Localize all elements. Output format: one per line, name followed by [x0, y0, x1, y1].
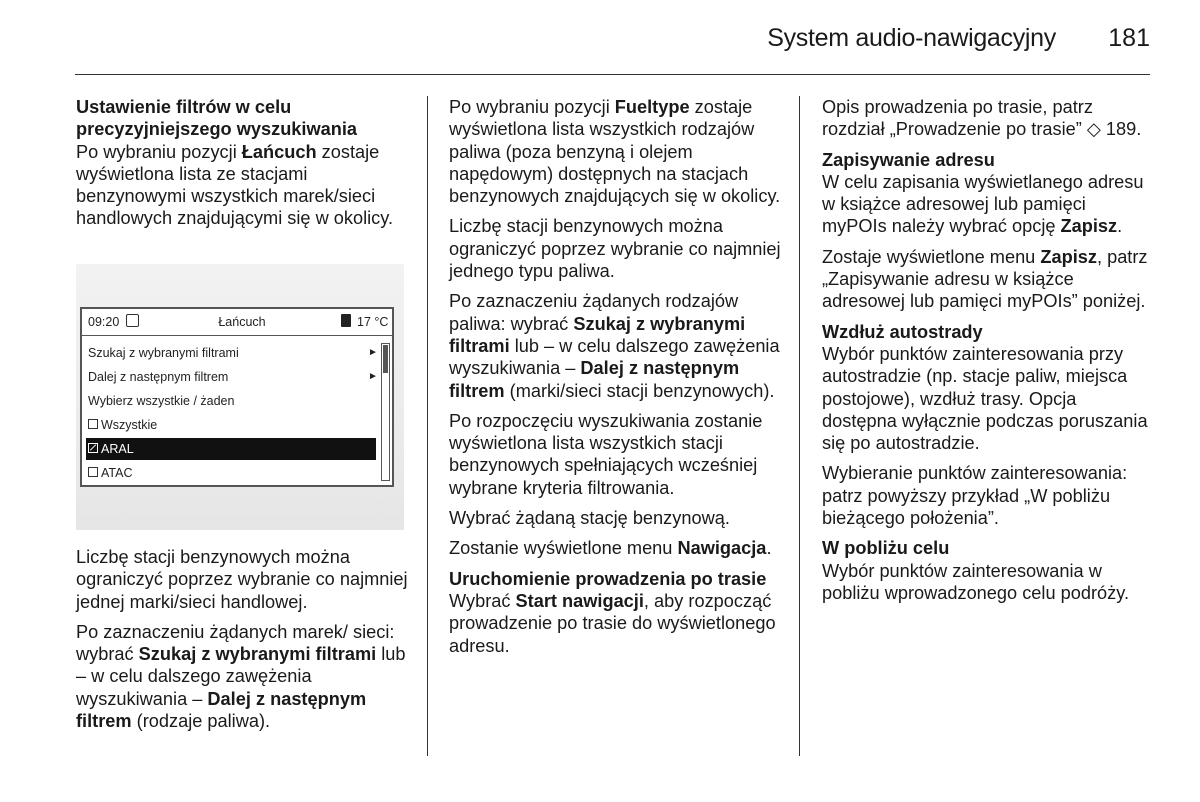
paragraph: Zostanie wyświetlone menu Nawigacja.: [449, 538, 772, 559]
paragraph: Liczbę stacji benzynowych można ograniczyć poprzez wybranie co najmniej jednej marki/sieci handlowej.: [76, 547, 408, 612]
screen-figure: [76, 264, 404, 530]
paragraph: Zostaje wyświetlone menu Zapisz, patrz „Zapisywanie adresu w książce adresowej lub pamięci myPOIs” poniżej.: [822, 246, 1148, 312]
arrow-right-icon: ►: [368, 371, 378, 382]
paragraph: Opis prowadzenia po trasie, patrz rozdział „Prowadzenie po trasie” ◇ 189.: [822, 97, 1142, 140]
section-heading: Uruchomienie prowadzenia po trasie: [449, 568, 767, 589]
paragraph: Wybrać Start nawigacji, aby rozpocząć prowadzenie po trasie do wyświetlonego adresu.: [449, 590, 776, 656]
menu-item-select-all-none[interactable]: Wybierz wszystkie / żaden: [88, 394, 235, 408]
paragraph: Wybór punktów zainteresowania przy autostradzie (np. stacje paliw, miejsca postojowe), wzdłuż trasy. Opcja dostępna wyłącznie podczas poruszania się po autostradzie.: [822, 343, 1148, 454]
checkbox-checked-icon: [88, 443, 98, 453]
paragraph: Wybieranie punktów zainteresowania: patrz powyższy przykład „W pobliżu bieżącego położenia”.: [822, 463, 1128, 529]
section-heading: W pobliżu celu: [822, 538, 950, 559]
temperature: 17 °C: [357, 315, 389, 329]
paragraph: Po wybraniu pozycji Łańcuch zostaje wyświetlona lista ze stacjami benzynowymi wszystkich marek/sieci handlowych znajdującymi się w okolicy.: [76, 141, 394, 229]
column-divider: [799, 96, 800, 756]
column-1-lower: [76, 546, 411, 740]
page-header-title: System audio-nawigacyjny: [767, 24, 1056, 52]
checkbox-icon: [88, 419, 98, 429]
checkbox-icon: [88, 467, 98, 477]
paragraph: Liczbę stacji benzynowych można ograniczyć poprzez wybranie co najmniej jednego typu paliwa.: [449, 216, 781, 282]
paragraph: W celu zapisania wyświetlanego adresu w książce adresowej lub pamięci myPOIs należy wybrać opcję Zapisz.: [822, 171, 1144, 237]
page-number: 181: [1108, 24, 1150, 52]
menu-item-atac[interactable]: ATAC: [86, 462, 376, 484]
arrow-right-icon: ►: [368, 347, 378, 358]
scrollbar[interactable]: [381, 343, 390, 481]
section-heading: Ustawienie filtrów w celu precyzyjniejszego wyszukiwania: [76, 97, 358, 140]
column-2: [449, 96, 784, 665]
column-3: [822, 96, 1152, 612]
paragraph: Po rozpoczęciu wyszukiwania zostanie wyświetlona lista wszystkich stacji benzynowych spełniających wcześniej wybrane kryteria filtrowania.: [449, 410, 763, 498]
column-1: [76, 96, 411, 238]
scroll-thumb[interactable]: [383, 345, 388, 373]
screen-status-bar: [82, 309, 392, 336]
column-divider: [427, 96, 428, 756]
section-heading: Zapisywanie adresu: [822, 149, 995, 170]
paragraph: Po zaznaczeniu żądanych rodzajów paliwa: wybrać Szukaj z wybranymi filtrami lub – w celu dalszego zawężenia wyszukiwania – Dalej z następnym filtrem (marki/sieci stacji benzynowych).: [449, 291, 780, 401]
paragraph: Wybór punktów zainteresowania w pobliżu wprowadzonego celu podróży.: [822, 560, 1130, 603]
header-rule: [75, 74, 1150, 75]
display-screen: [80, 307, 394, 487]
thermometer-icon: [341, 314, 351, 327]
section-heading: Wzdłuż autostrady: [822, 321, 983, 342]
paragraph: Po wybraniu pozycji Fueltype zostaje wyświetlona lista wszystkich rodzajów paliwa (poza benzyną i olejem napędowym) dostępnych na stacjach benzynowych znajdujących się w okolicy.: [449, 97, 781, 207]
menu-item-next-filter[interactable]: Dalej z następnym filtrem ►: [86, 366, 376, 388]
clock-icon: [126, 314, 139, 327]
menu-item-aral[interactable]: ARAL: [86, 438, 376, 460]
paragraph: Wybrać żądaną stację benzynową.: [449, 508, 730, 529]
menu-item-search-with-filters[interactable]: Szukaj z wybranymi filtrami ►: [86, 342, 376, 364]
clock-time: 09:20: [88, 315, 120, 329]
paragraph: Po zaznaczeniu żądanych marek/ sieci: wybrać Szukaj z wybranymi filtrami lub – w celu dalszego zawężenia wyszukiwania – Dalej z następnym filtrem (rodzaje paliwa).: [76, 621, 406, 732]
screen-title: Łańcuch: [218, 315, 266, 329]
menu-item-all[interactable]: Wszystkie: [86, 414, 376, 436]
